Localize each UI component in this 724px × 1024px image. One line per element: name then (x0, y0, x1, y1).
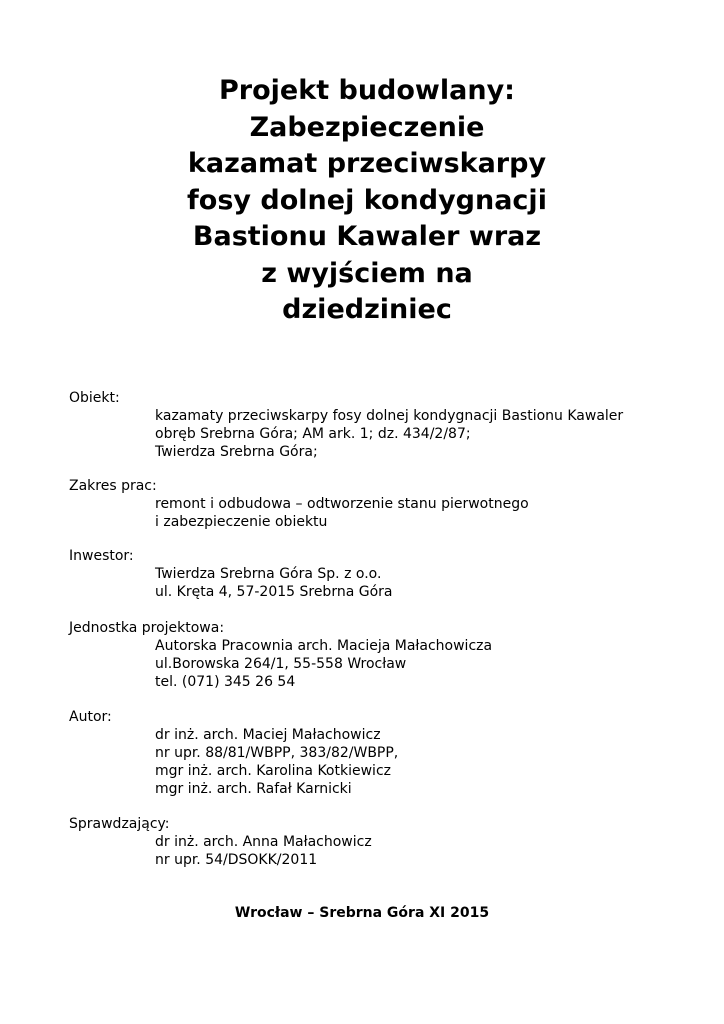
section-line: Twierdza Srebrna Góra; (155, 444, 318, 460)
section-label: Autor: (69, 709, 112, 725)
section-label: Sprawdzający: (69, 816, 170, 832)
place-date-footer: Wrocław – Srebrna Góra XI 2015 (234, 905, 490, 921)
title-line: dziedziniec (282, 294, 452, 325)
section-line: tel. (071) 345 26 54 (155, 674, 296, 690)
section-line: Twierdza Srebrna Góra Sp. z o.o. (155, 566, 382, 582)
section-line: ul. Kręta 4, 57-2015 Srebrna Góra (155, 584, 393, 600)
section-obiekt (69, 389, 689, 461)
section-sprawdzajacy (69, 815, 689, 869)
section-line: Autorska Pracownia arch. Macieja Małachowicza (155, 638, 493, 654)
section-line: ul.Borowska 264/1, 55-558 Wrocław (155, 656, 407, 672)
section-jednostka-projektowa (69, 619, 689, 691)
title-line: fosy dolnej kondygnacji (187, 184, 547, 216)
section-label: Obiekt: (69, 390, 120, 406)
document-title (100, 73, 634, 329)
section-line: mgr inż. arch. Rafał Karnicki (155, 781, 352, 797)
section-autor (69, 708, 689, 798)
section-inwestor (69, 547, 689, 601)
title-line: kazamat przeciwskarpy (187, 148, 547, 179)
section-line: mgr inż. arch. Karolina Kotkiewicz (155, 763, 391, 779)
title-line: Bastionu Kawaler wraz (192, 221, 542, 252)
title-line: Projekt budowlany: (219, 75, 515, 106)
section-line: i zabezpieczenie obiektu (155, 514, 328, 530)
section-line: nr upr. 88/81/WBPP, 383/82/WBPP, (155, 745, 399, 761)
section-label: Jednostka projektowa: (69, 620, 225, 636)
section-line: obręb Srebrna Góra; AM ark. 1; dz. 434/2/87; (155, 426, 471, 442)
section-line: remont i odbudowa – odtworzenie stanu pierwotnego (155, 496, 529, 512)
section-zakres-prac (69, 477, 689, 531)
section-line: nr upr. 54/DSOKK/2011 (155, 852, 318, 868)
title-line: Zabezpieczenie (249, 111, 485, 143)
section-label: Inwestor: (69, 548, 134, 564)
section-line: dr inż. arch. Anna Małachowicz (155, 834, 372, 850)
section-line: kazamaty przeciwskarpy fosy dolnej kondygnacji Bastionu Kawaler (155, 408, 624, 424)
section-line: dr inż. arch. Maciej Małachowicz (155, 727, 381, 743)
title-line: z wyjściem na (261, 257, 473, 289)
section-label: Zakres prac: (69, 478, 157, 494)
